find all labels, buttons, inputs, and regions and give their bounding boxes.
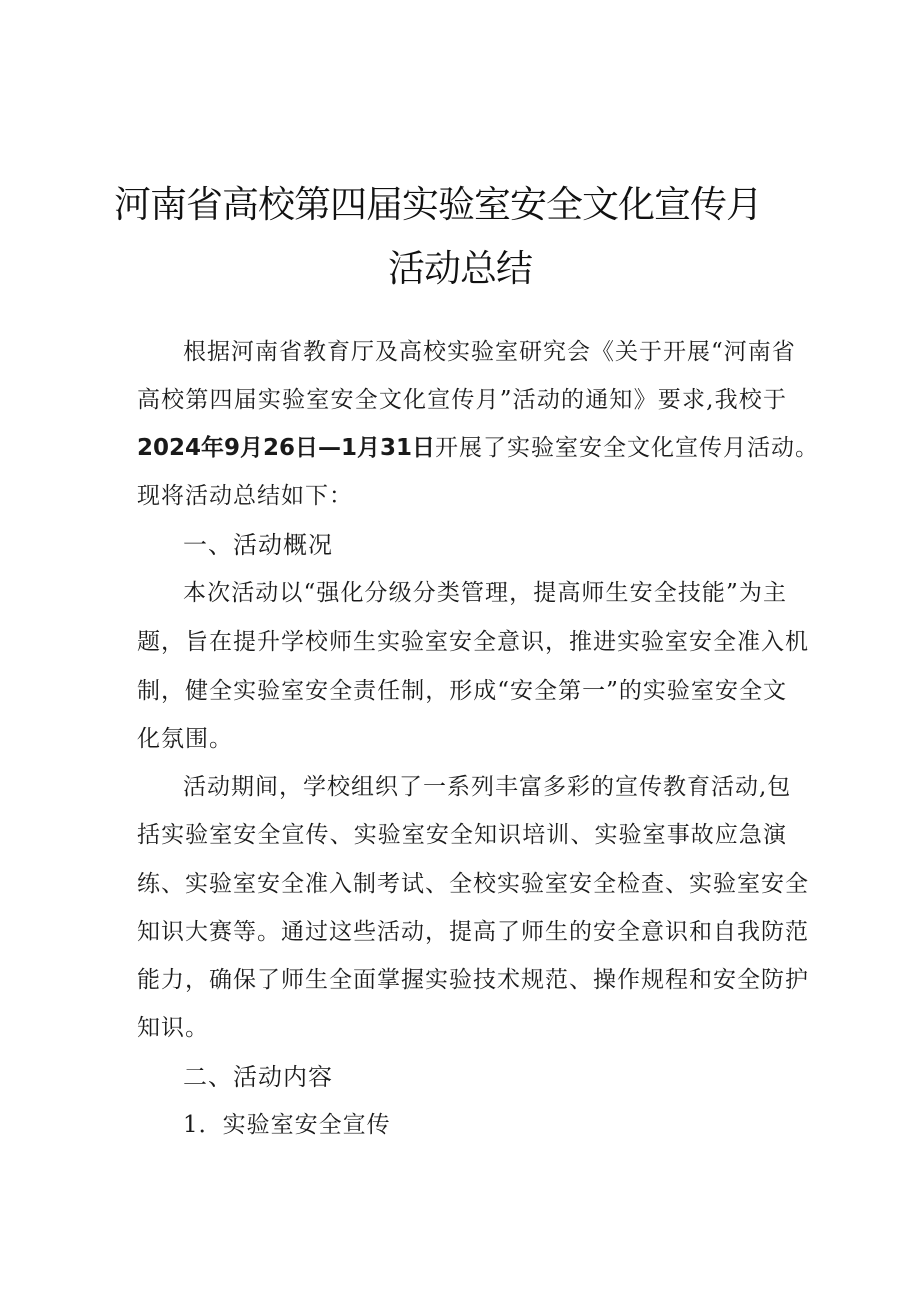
section-1-p1-line-4: 化氛围。	[137, 726, 233, 752]
intro-date-range: 2024年9月26日—1月31日	[137, 435, 436, 461]
intro-line-1: 根据河南省教育厅及高校实验室研究会《关于开展“河南省	[183, 339, 796, 365]
section-1-p1-line-2: 题，旨在提升学校师生实验室安全意识，推进实验室安全准入机	[137, 629, 809, 655]
section-1-p1-line-3: 制，健全实验室安全责任制，形成“安全第一”的实验室安全文	[137, 678, 787, 704]
section-1-p2-line-5: 能力，确保了师生全面掌握实验技术规范、操作规程和安全防护	[137, 967, 809, 993]
document-title-line-2: 活动总结	[388, 247, 532, 290]
section-1-p2-line-2: 括实验室安全宣传、实验室安全知识培训、实验室事故应急演	[137, 822, 787, 848]
section-2-item-1: 1．实验室安全宣传	[183, 1112, 391, 1138]
document-title-line-1: 河南省高校第四届实验室安全文化宣传月	[114, 183, 762, 226]
section-1-p2-line-4: 知识大赛等。通过这些活动，提高了师生的安全意识和自我防范	[137, 919, 809, 945]
intro-line-3-rest: 开展了实验室安全文化宣传月活动。	[435, 435, 820, 461]
intro-line-2: 高校第四届实验室安全文化宣传月”活动的通知》要求,我校于	[137, 387, 787, 413]
intro-line-3	[137, 433, 820, 463]
section-1-p2-line-3: 练、实验室安全准入制考试、全校实验室安全检查、实验室安全	[137, 871, 809, 897]
section-1-p2-line-6: 知识。	[137, 1015, 209, 1041]
section-1-p2-line-1: 活动期间，学校组织了一系列丰富多彩的宣传教育活动,包	[183, 774, 792, 800]
section-2-heading: 二、活动内容	[183, 1063, 333, 1091]
intro-line-4: 现将活动总结如下：	[137, 483, 353, 509]
section-1-heading: 一、活动概况	[183, 531, 333, 559]
section-1-p1-line-1: 本次活动以“强化分级分类管理，提高师生安全技能”为主	[183, 580, 787, 606]
